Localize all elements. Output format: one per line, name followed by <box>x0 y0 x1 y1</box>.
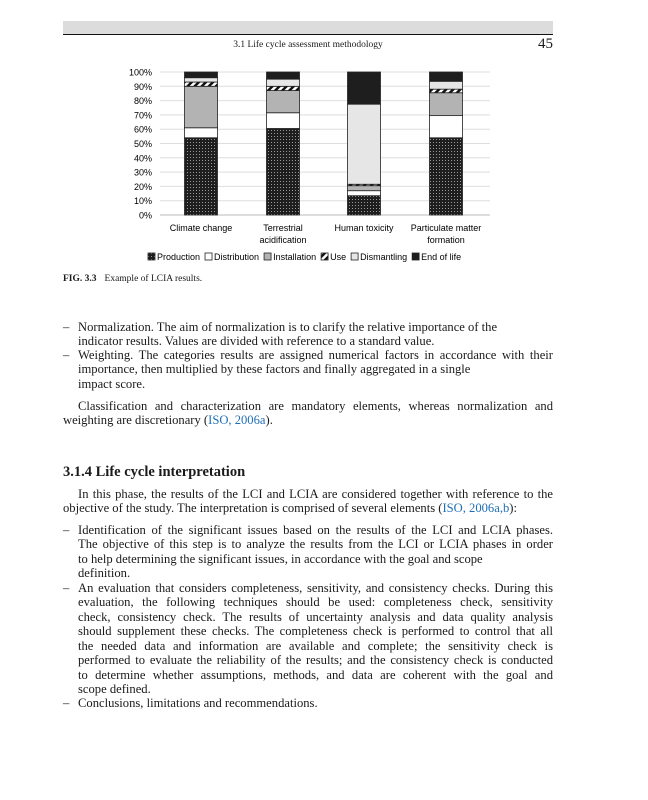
bar-segment-use <box>430 89 463 93</box>
text-line: indicator results. Values are divided with reference to a standard value. <box>78 334 435 348</box>
text-line: In this phase, the results of the LCI and LCIA are considered together with reference to the <box>78 487 553 501</box>
text-line: evaluation, the following techniques should be used: completeness check, sensitivity <box>78 595 553 610</box>
y-tick-label: 60% <box>133 124 152 135</box>
x-category-label: Terrestrial <box>263 223 303 233</box>
page-number: 45 <box>538 36 553 52</box>
citation-link[interactable]: ISO, 2006a <box>208 413 266 427</box>
legend-label: End of life <box>421 252 462 262</box>
bar-segment-end-of-life <box>430 72 463 81</box>
bar-segment-end-of-life <box>267 72 300 79</box>
bar-segment-installation <box>185 86 218 127</box>
bar-segment-production <box>430 138 463 215</box>
text-line: Identification of the significant issues based on the results of the LCI and LCIA phases. <box>78 523 553 537</box>
text: ): <box>509 501 517 515</box>
lcia-stacked-bar-chart <box>0 60 648 270</box>
bar-segment-end-of-life <box>185 72 218 78</box>
bar-segment-distribution <box>185 128 218 138</box>
text-line: Normalization. The aim of normalization is to clarify the relative importance of the <box>78 320 498 334</box>
text-line: Classification and characterization are mandatory elements, whereas normalization and <box>78 399 553 413</box>
text-line: Weighting. The categories results are assigned numerical factors in accordance with their <box>78 348 553 362</box>
x-category-label: Human toxicity <box>334 223 394 233</box>
y-tick-label: 20% <box>133 181 152 192</box>
legend-swatch <box>264 253 271 260</box>
running-title: 3.1 Life cycle assessment methodology <box>233 40 383 50</box>
text: objective of the study. The interpretation is comprised of several elements ( <box>63 501 443 515</box>
y-tick-label: 40% <box>133 153 152 164</box>
legend-label: Installation <box>273 252 317 262</box>
bullet-dash: – <box>63 580 70 595</box>
bar-segment-production <box>267 128 300 215</box>
text: weighting are discretionary ( <box>63 413 209 427</box>
text-line: to help determining the significant issues, in accordance with the goal and scope <box>78 551 483 566</box>
legend-label: Dismantling <box>360 252 408 262</box>
bar-segment-dismantling <box>185 78 218 82</box>
text-line: importance, then multiplied by these factors and finally aggregated in a single <box>78 362 471 376</box>
bullet-dash: – <box>63 320 70 334</box>
bar-segment-distribution <box>430 116 463 138</box>
legend-label: Distribution <box>214 252 260 262</box>
bar-segment-use <box>267 86 300 90</box>
y-tick-label: 30% <box>133 167 152 178</box>
text: ). <box>265 413 273 427</box>
legend-label: Use <box>330 252 347 262</box>
y-tick-label: 0% <box>138 210 152 221</box>
text-line <box>63 413 273 427</box>
x-category-label: acidification <box>259 235 307 245</box>
bar-segment-installation <box>348 186 381 191</box>
bar-segment-distribution <box>267 113 300 129</box>
y-tick-label: 50% <box>133 139 152 149</box>
text-line: Conclusions, limitations and recommendations. <box>78 696 318 711</box>
bar-segment-distribution <box>348 191 381 196</box>
bar-segment-production <box>348 196 381 215</box>
figure-caption <box>63 274 202 284</box>
citation-link[interactable]: ISO, 2006a,b <box>442 501 510 515</box>
bar-segment-use <box>185 82 218 86</box>
bullet-dash: – <box>63 348 70 362</box>
text-line: should supplement these checks. The completeness check is performed to control that all <box>78 624 553 639</box>
text-line: The objective of this step is to analyze the results from the LCI or LCIA phases in order <box>78 537 553 552</box>
text-line: impact score. <box>78 377 146 391</box>
bar-segment-end-of-life <box>348 72 381 104</box>
y-tick-label: 10% <box>133 196 152 207</box>
text-line: to determine whether assumptions, methods, and data are coherent with the goal and <box>78 667 553 682</box>
y-tick-label: 80% <box>133 96 152 107</box>
legend-label: Production <box>157 252 201 262</box>
legend-swatch <box>321 253 328 260</box>
y-tick-label: 100% <box>128 67 152 78</box>
section-heading: 3.1.4 Life cycle interpretation <box>63 464 246 480</box>
text-line: check, consistency check. The results of uncertainty analysis and data quality analysis <box>78 609 553 624</box>
bar-segment-dismantling <box>267 79 300 86</box>
text-line: An evaluation that considers completeness, sensitivity, and consistency checks. During this <box>78 580 553 595</box>
text-line: scope defined. <box>78 681 151 696</box>
bar-segment-production <box>185 138 218 215</box>
legend-swatch <box>148 253 155 260</box>
header-bar <box>63 21 553 35</box>
bar-segment-dismantling <box>430 81 463 89</box>
y-tick-label: 90% <box>133 81 152 92</box>
text-line: definition. <box>78 566 131 581</box>
bullet-dash: – <box>63 696 70 711</box>
x-category-label: Particulate matter <box>410 223 482 233</box>
y-tick-label: 70% <box>133 110 152 121</box>
bar-segment-dismantling <box>348 104 381 184</box>
text-line: the needed data and information are available and complete; the sensitivity check is <box>78 638 553 653</box>
bar-segment-installation <box>430 93 463 116</box>
figure-label: FIG. 3.3 <box>63 274 97 284</box>
x-category-label: formation <box>427 235 465 245</box>
legend-swatch <box>351 253 358 260</box>
text-line <box>63 501 517 515</box>
legend-swatch <box>205 253 212 260</box>
text-line: performed to evaluate the reliability of the results; and the consistency check is conducted <box>78 653 553 668</box>
x-category-label: Climate change <box>169 223 233 233</box>
legend-swatch <box>412 253 419 260</box>
bullet-dash: – <box>63 523 70 537</box>
bar-segment-installation <box>267 91 300 113</box>
figure-caption-text: Example of LCIA results. <box>104 274 203 284</box>
